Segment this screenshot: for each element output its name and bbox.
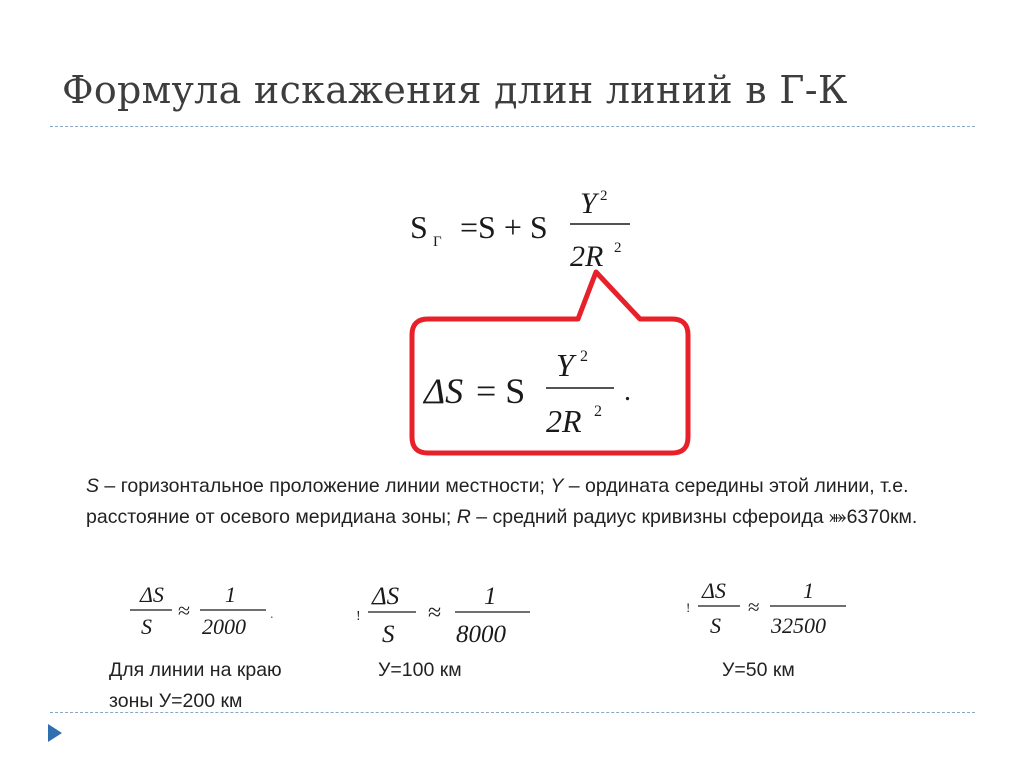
main-formula-rhs-terms: =S + S	[460, 209, 548, 245]
var-r: R	[456, 506, 471, 528]
ratio-formula-3	[686, 578, 846, 638]
ratio-1-denominator: S	[141, 614, 152, 639]
ratio-formula-1	[130, 582, 274, 639]
ratio-2-prefix: !	[356, 609, 361, 624]
main-formula-numerator-exp: 2	[600, 188, 608, 204]
ratio-1-value-denominator: 2000	[202, 614, 246, 639]
var-y: Y	[550, 475, 564, 497]
ratio-3-denominator: S	[710, 613, 721, 638]
page-title: Формула искажения длин линий в Г-К	[62, 68, 848, 112]
ratio-2-numerator: ΔS	[372, 583, 400, 610]
variable-description	[86, 471, 946, 533]
ratio-2-approx: ≈	[428, 600, 442, 626]
description-text-3: – средний радиус кривизны сфероида ⤘6370км.	[470, 506, 918, 528]
ratio-1-approx: ≈	[178, 598, 191, 623]
main-formula-denominator: 2R	[570, 240, 604, 273]
ratio-3-prefix: !	[686, 600, 691, 615]
delta-formula-denominator-exp: 2	[594, 403, 602, 420]
ratio-3-caption	[722, 655, 795, 686]
delta-formula-trailing: .	[624, 376, 631, 407]
var-s: S	[86, 475, 100, 497]
ratio-3-numerator: ΔS	[702, 578, 726, 603]
ratio-1-caption	[109, 655, 282, 717]
ratio-1-numerator: ΔS	[140, 582, 164, 607]
ratio-1-caption-line-1: Для линии на краю	[109, 659, 282, 681]
ratio-3-caption-line-1: У=50 км	[722, 659, 795, 681]
triangle-bullet-icon	[45, 722, 65, 744]
main-formula	[410, 187, 630, 273]
footer-divider	[50, 712, 975, 713]
ratio-1-trailing: .	[270, 607, 274, 622]
delta-formula-rhs-terms: = S	[476, 371, 526, 411]
ratio-3-value-numerator: 1	[803, 578, 814, 603]
description-text-2: – ордината середины этой линии, т.е. расстояние от осевого меридиана зоны;	[86, 475, 909, 528]
ratio-2-value-denominator: 8000	[456, 621, 506, 648]
main-formula-denominator-exp: 2	[614, 240, 622, 256]
ratio-3-approx: ≈	[748, 595, 760, 619]
delta-formula	[422, 347, 631, 439]
main-formula-numerator: Y	[580, 187, 597, 220]
ratio-formula-2	[356, 583, 530, 648]
ratio-2-caption	[378, 655, 462, 686]
ratio-3-value-denominator: 32500	[771, 613, 826, 638]
delta-formula-denominator: 2R	[546, 403, 582, 439]
delta-formula-numerator-exp: 2	[580, 348, 588, 365]
description-text-1: – горизонтальное проложение линии местности;	[99, 475, 551, 497]
main-formula-lhs-subscript: Г	[433, 234, 442, 250]
ratio-1-caption-line-2: зоны У=200 км	[109, 690, 243, 712]
ratio-2-denominator: S	[382, 621, 395, 648]
ratio-2-value-numerator: 1	[484, 583, 497, 610]
delta-formula-numerator: Y	[556, 347, 574, 383]
main-formula-lhs: S	[410, 209, 428, 245]
delta-formula-lhs: ΔS	[424, 371, 464, 411]
ratio-2-caption-line-1: У=100 км	[378, 659, 462, 681]
ratio-1-value-numerator: 1	[225, 582, 236, 607]
